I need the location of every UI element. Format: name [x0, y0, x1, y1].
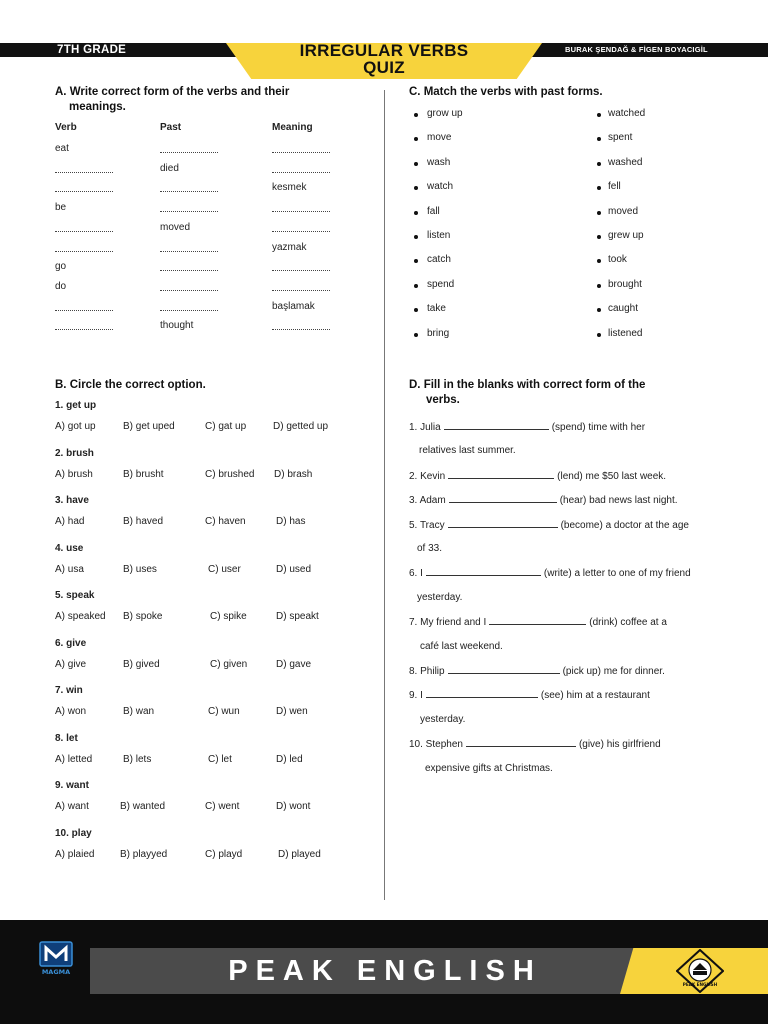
- bullet-icon: [414, 284, 418, 288]
- match-item-left[interactable]: spend: [427, 278, 455, 290]
- answer-blank[interactable]: [272, 172, 330, 173]
- bullet-icon: [597, 235, 601, 239]
- section-d-heading: [409, 378, 645, 408]
- item-hint: (drink) coffee at a: [589, 617, 667, 629]
- item-prefix: 6. I: [409, 568, 423, 580]
- answer-blank[interactable]: [272, 290, 330, 291]
- item-prefix: 3. Adam: [409, 495, 446, 507]
- answer-blank[interactable]: [160, 211, 218, 212]
- bullet-icon: [414, 259, 418, 263]
- fill-in-item-continuation: relatives last summer.: [419, 445, 516, 457]
- answer-option[interactable]: B) wanted: [120, 801, 166, 812]
- match-item-right[interactable]: listened: [608, 327, 643, 339]
- match-item-left[interactable]: take: [427, 303, 446, 315]
- column-divider: [384, 90, 385, 900]
- fill-in-item: [409, 738, 661, 751]
- answer-blank[interactable]: [160, 191, 218, 192]
- answer-blank[interactable]: [426, 689, 538, 698]
- answer-option[interactable]: C) playd: [205, 848, 243, 860]
- fill-in-item: [409, 470, 666, 483]
- answer-option[interactable]: A) got up: [55, 421, 96, 432]
- column-header-verb: Verb: [55, 122, 77, 133]
- match-item-right[interactable]: took: [608, 254, 627, 266]
- answer-option[interactable]: A) letted: [55, 753, 93, 765]
- answer-blank[interactable]: [160, 290, 218, 291]
- bullet-icon: [414, 113, 418, 117]
- answer-option[interactable]: C) brushed: [205, 468, 255, 480]
- bullet-icon: [597, 186, 601, 190]
- answer-option[interactable]: C) let: [208, 753, 232, 765]
- answer-option[interactable]: B) brusht: [123, 468, 164, 480]
- item-hint: (hear) bad news last night.: [559, 495, 678, 507]
- answer-blank[interactable]: [448, 665, 560, 674]
- section-b-heading: B. Circle the correct option.: [55, 379, 206, 391]
- peak-english-logo-icon: [676, 949, 724, 993]
- bullet-icon: [414, 137, 418, 141]
- answer-blank[interactable]: [55, 329, 113, 330]
- answer-option[interactable]: C) given: [210, 658, 248, 670]
- answer-option[interactable]: D) wont: [276, 801, 311, 812]
- answer-blank[interactable]: [55, 172, 113, 173]
- answer-blank[interactable]: [448, 519, 558, 528]
- answer-blank[interactable]: [272, 211, 330, 212]
- question-title: 1. get up: [55, 400, 97, 411]
- table-cell: do: [55, 280, 67, 292]
- match-item-left[interactable]: watch: [427, 181, 454, 193]
- bullet-icon: [597, 308, 601, 312]
- authors-label: BURAK ŞENDAĞ & FİGEN BOYACIGİL: [565, 45, 708, 54]
- section-a-heading-line1: A. Write correct form of the verbs and their: [55, 86, 290, 98]
- answer-option[interactable]: C) wun: [208, 706, 240, 717]
- question-title: 7. win: [55, 685, 83, 696]
- page-title-line2: QUIZ: [363, 58, 405, 77]
- table-cell: moved: [160, 221, 191, 233]
- table-cell: başlamak: [272, 300, 315, 312]
- answer-option[interactable]: D) speakt: [276, 611, 319, 622]
- fill-in-item-continuation: yesterday.: [417, 591, 463, 603]
- question-title: 6. give: [55, 637, 87, 649]
- answer-option[interactable]: B) uses: [123, 563, 157, 575]
- match-item-right[interactable]: washed: [608, 156, 643, 168]
- item-hint: (spend) time with her: [551, 422, 646, 433]
- answer-blank[interactable]: [489, 616, 586, 625]
- answer-option[interactable]: C) haven: [205, 516, 246, 527]
- bullet-icon: [597, 162, 601, 166]
- answer-option[interactable]: B) haved: [123, 516, 164, 527]
- question-title: 8. let: [55, 732, 78, 744]
- answer-option[interactable]: A) plaied: [55, 848, 95, 860]
- match-item-left[interactable]: bring: [427, 327, 450, 339]
- bullet-icon: [414, 308, 418, 312]
- page-title: [226, 42, 542, 76]
- grade-label: 7TH GRADE: [57, 44, 127, 56]
- answer-blank[interactable]: [160, 251, 218, 252]
- peak-logo-text: PEAK ENGLISH: [682, 982, 718, 987]
- answer-option[interactable]: A) brush: [55, 468, 93, 480]
- answer-option[interactable]: C) gat up: [205, 421, 247, 432]
- bullet-icon: [597, 113, 601, 117]
- fill-in-item-continuation: café last weekend.: [420, 640, 503, 652]
- item-prefix: 7. My friend and I: [409, 617, 487, 629]
- answer-option[interactable]: A) usa: [55, 563, 84, 575]
- answer-option[interactable]: D) gave: [276, 658, 312, 670]
- match-item-right[interactable]: caught: [608, 303, 639, 315]
- answer-blank[interactable]: [160, 310, 218, 311]
- match-item-left[interactable]: listen: [427, 230, 451, 241]
- answer-option[interactable]: D) wen: [276, 706, 308, 717]
- section-c-heading: C. Match the verbs with past forms.: [409, 86, 603, 98]
- answer-option[interactable]: D) brash: [274, 468, 313, 480]
- column-header-meaning: Meaning: [272, 122, 313, 133]
- answer-blank[interactable]: [160, 270, 218, 271]
- question-title: 10. play: [55, 827, 92, 839]
- answer-blank[interactable]: [449, 494, 557, 503]
- answer-blank[interactable]: [55, 191, 113, 192]
- fill-in-item-continuation: of 33.: [417, 543, 443, 554]
- table-cell: yazmak: [272, 241, 307, 253]
- item-prefix: 1. Julia: [409, 422, 441, 433]
- question-title: 4. use: [55, 542, 84, 554]
- section-a-heading-line2: meanings.: [69, 101, 126, 113]
- answer-option[interactable]: C) spike: [210, 611, 247, 622]
- section-d-heading-line2: verbs.: [426, 394, 460, 406]
- question-title: 2. brush: [55, 447, 94, 459]
- item-hint: (become) a doctor at the age: [560, 519, 689, 531]
- answer-blank[interactable]: [448, 470, 554, 479]
- fill-in-item: [409, 519, 689, 532]
- bullet-icon: [414, 235, 418, 239]
- answer-option[interactable]: B) gived: [123, 658, 160, 670]
- table-cell: died: [160, 162, 179, 174]
- answer-blank[interactable]: [160, 152, 218, 153]
- table-cell: kesmek: [272, 182, 307, 194]
- fill-in-item: [409, 567, 691, 580]
- answer-option[interactable]: A) want: [55, 801, 89, 812]
- answer-option[interactable]: B) lets: [123, 753, 152, 765]
- item-prefix: 10. Stephen: [409, 739, 463, 751]
- bullet-icon: [597, 259, 601, 263]
- answer-blank[interactable]: [272, 231, 330, 232]
- section-d-heading-line1: D. Fill in the blanks with correct form of the: [409, 379, 646, 391]
- fill-in-item: [409, 421, 645, 434]
- match-item-right[interactable]: brought: [608, 278, 642, 290]
- match-item-left[interactable]: grow up: [427, 108, 463, 119]
- answer-blank[interactable]: [55, 231, 113, 232]
- answer-blank[interactable]: [444, 421, 549, 430]
- bullet-icon: [414, 186, 418, 190]
- table-cell: thought: [160, 320, 194, 332]
- answer-option[interactable]: D) used: [276, 563, 312, 575]
- table-cell: be: [55, 202, 67, 214]
- item-prefix: 5. Tracy: [409, 519, 445, 531]
- match-item-right[interactable]: watched: [608, 108, 646, 119]
- answer-blank[interactable]: [272, 152, 330, 153]
- fill-in-item: [409, 494, 678, 507]
- page-title-line1: IRREGULAR VERBS: [299, 41, 469, 60]
- bullet-icon: [597, 211, 601, 215]
- bullet-icon: [414, 333, 418, 337]
- answer-blank[interactable]: [466, 738, 576, 747]
- match-item-right[interactable]: fell: [608, 181, 621, 193]
- answer-option[interactable]: A) won: [55, 706, 87, 717]
- answer-option[interactable]: D) led: [276, 753, 303, 765]
- bullet-icon: [414, 211, 418, 215]
- answer-option[interactable]: D) played: [278, 848, 321, 860]
- answer-blank[interactable]: [272, 329, 330, 330]
- table-cell: eat: [55, 143, 69, 154]
- magma-logo-icon: [36, 940, 76, 980]
- fill-in-item: [409, 689, 650, 702]
- match-item-left[interactable]: wash: [427, 156, 451, 168]
- answer-option[interactable]: B) get uped: [123, 421, 175, 432]
- answer-option[interactable]: A) speaked: [55, 611, 106, 622]
- match-item-left[interactable]: catch: [427, 254, 451, 266]
- match-item-right[interactable]: moved: [608, 205, 639, 217]
- fill-in-item: [409, 616, 667, 629]
- bullet-icon: [597, 137, 601, 141]
- answer-blank[interactable]: [55, 310, 113, 311]
- section-a-heading: [55, 85, 289, 115]
- bullet-icon: [414, 162, 418, 166]
- answer-option[interactable]: B) spoke: [123, 611, 163, 622]
- item-prefix: 8. Philip: [409, 666, 445, 677]
- question-title: 3. have: [55, 495, 89, 506]
- footer-brand: PEAK ENGLISH: [228, 955, 542, 987]
- item-hint: (write) a letter to one of my friend: [543, 568, 691, 580]
- answer-option[interactable]: A) give: [55, 658, 87, 670]
- question-title: 5. speak: [55, 590, 95, 601]
- answer-option[interactable]: B) playyed: [120, 848, 168, 860]
- column-header-past: Past: [160, 122, 182, 133]
- answer-option[interactable]: D) getted up: [273, 421, 329, 432]
- match-item-left[interactable]: move: [427, 132, 452, 144]
- match-item-right[interactable]: grew up: [608, 230, 644, 241]
- answer-option[interactable]: A) had: [55, 516, 85, 527]
- question-title: 9. want: [55, 780, 89, 791]
- answer-blank[interactable]: [272, 270, 330, 271]
- item-hint: (give) his girlfriend: [578, 739, 661, 751]
- bullet-icon: [597, 333, 601, 337]
- item-hint: (lend) me $50 last week.: [557, 470, 667, 482]
- match-item-left[interactable]: fall: [427, 205, 440, 217]
- fill-in-item: [409, 665, 665, 678]
- answer-option[interactable]: D) has: [276, 516, 306, 527]
- answer-option[interactable]: C) went: [205, 801, 240, 812]
- fill-in-item-continuation: yesterday.: [420, 713, 466, 725]
- bullet-icon: [597, 284, 601, 288]
- item-prefix: 9. I: [409, 690, 423, 702]
- item-hint: (see) him at a restaurant: [540, 690, 650, 702]
- item-prefix: 2. Kevin: [409, 470, 446, 482]
- answer-blank[interactable]: [55, 251, 113, 252]
- item-hint: (pick up) me for dinner.: [562, 666, 665, 677]
- magma-logo-text: MAGMA: [41, 968, 71, 976]
- answer-option[interactable]: C) user: [208, 563, 241, 575]
- fill-in-item-continuation: expensive gifts at Christmas.: [425, 762, 553, 774]
- table-cell: go: [55, 261, 67, 273]
- answer-option[interactable]: B) wan: [123, 706, 155, 717]
- match-item-right[interactable]: spent: [608, 132, 633, 144]
- answer-blank[interactable]: [426, 567, 541, 576]
